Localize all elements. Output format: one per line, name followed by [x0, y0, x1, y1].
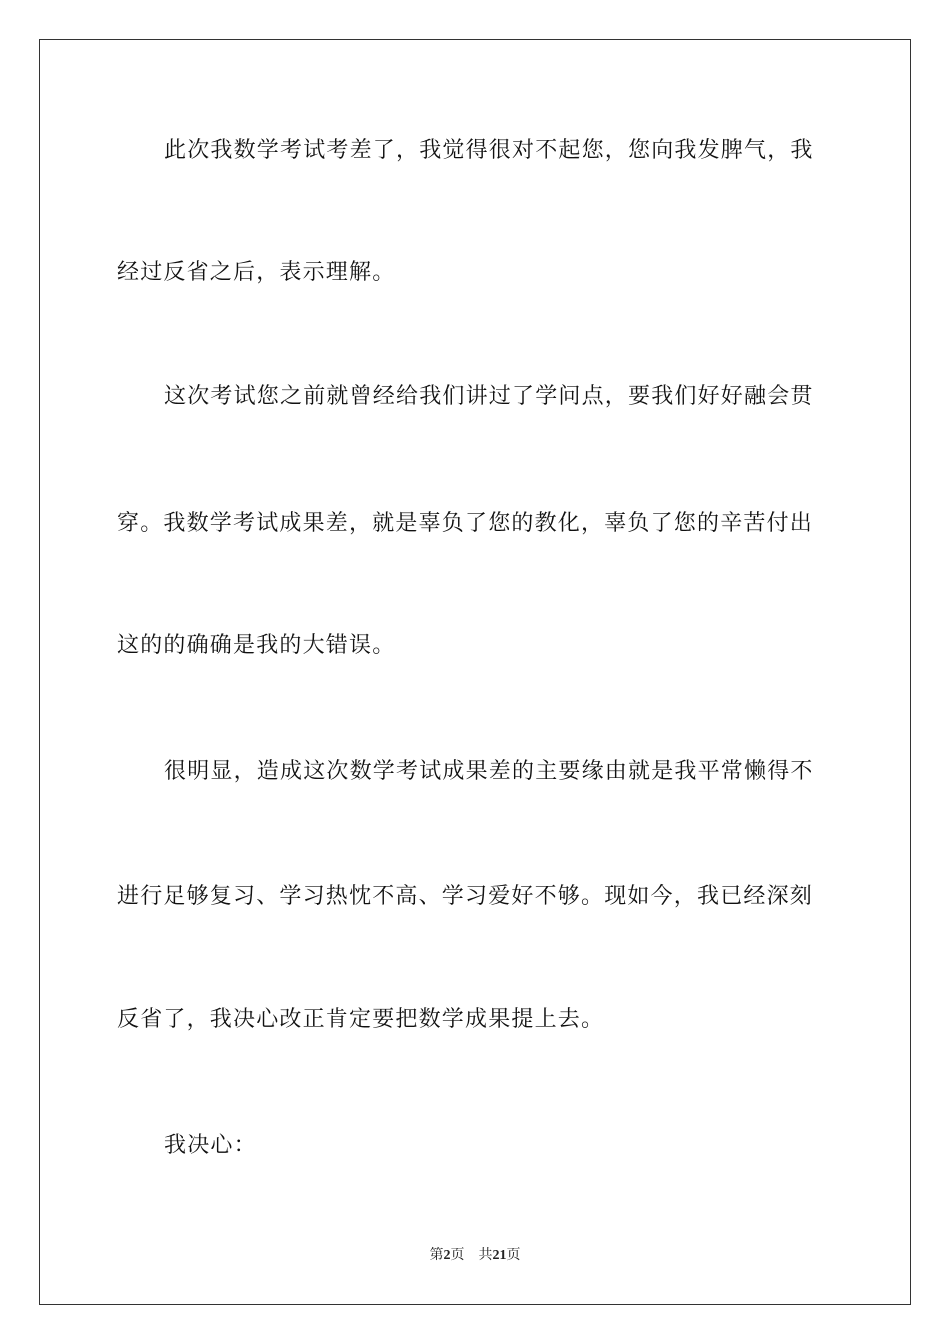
page-suffix: 页	[450, 1248, 465, 1263]
paragraph-2-line-2: 穿。我数学考试成果差，就是辜负了您的教化，辜负了您的辛苦付出	[117, 511, 814, 536]
paragraph-3-line-1: 很明显，造成这次数学考试成果差的主要缘由就是我平常懒得不	[164, 759, 814, 784]
paragraph-1-line-2: 经过反省之后，表示理解。	[117, 260, 396, 285]
paragraph-4-line-1: 我决心：	[164, 1133, 257, 1158]
total-suffix: 页	[506, 1248, 521, 1263]
page-footer	[0, 1246, 950, 1266]
page-prefix: 第	[429, 1248, 444, 1263]
paragraph-2-line-1: 这次考试您之前就曾经给我们讲过了学问点，要我们好好融会贯	[164, 384, 814, 409]
paragraph-3-line-3: 反省了，我决心改正肯定要把数学成果提上去。	[117, 1007, 605, 1032]
current-page-number: 2	[443, 1248, 451, 1263]
page-border	[39, 39, 911, 1305]
total-prefix: 共	[478, 1248, 493, 1263]
paragraph-2-line-3: 这的的确确是我的大错误。	[117, 633, 396, 658]
total-page-count: 21	[492, 1248, 507, 1263]
paragraph-3-line-2: 进行足够复习、学习热忱不高、学习爱好不够。现如今，我已经深刻	[117, 884, 814, 909]
paragraph-1-line-1: 此次我数学考试考差了，我觉得很对不起您，您向我发脾气，我	[164, 138, 814, 163]
